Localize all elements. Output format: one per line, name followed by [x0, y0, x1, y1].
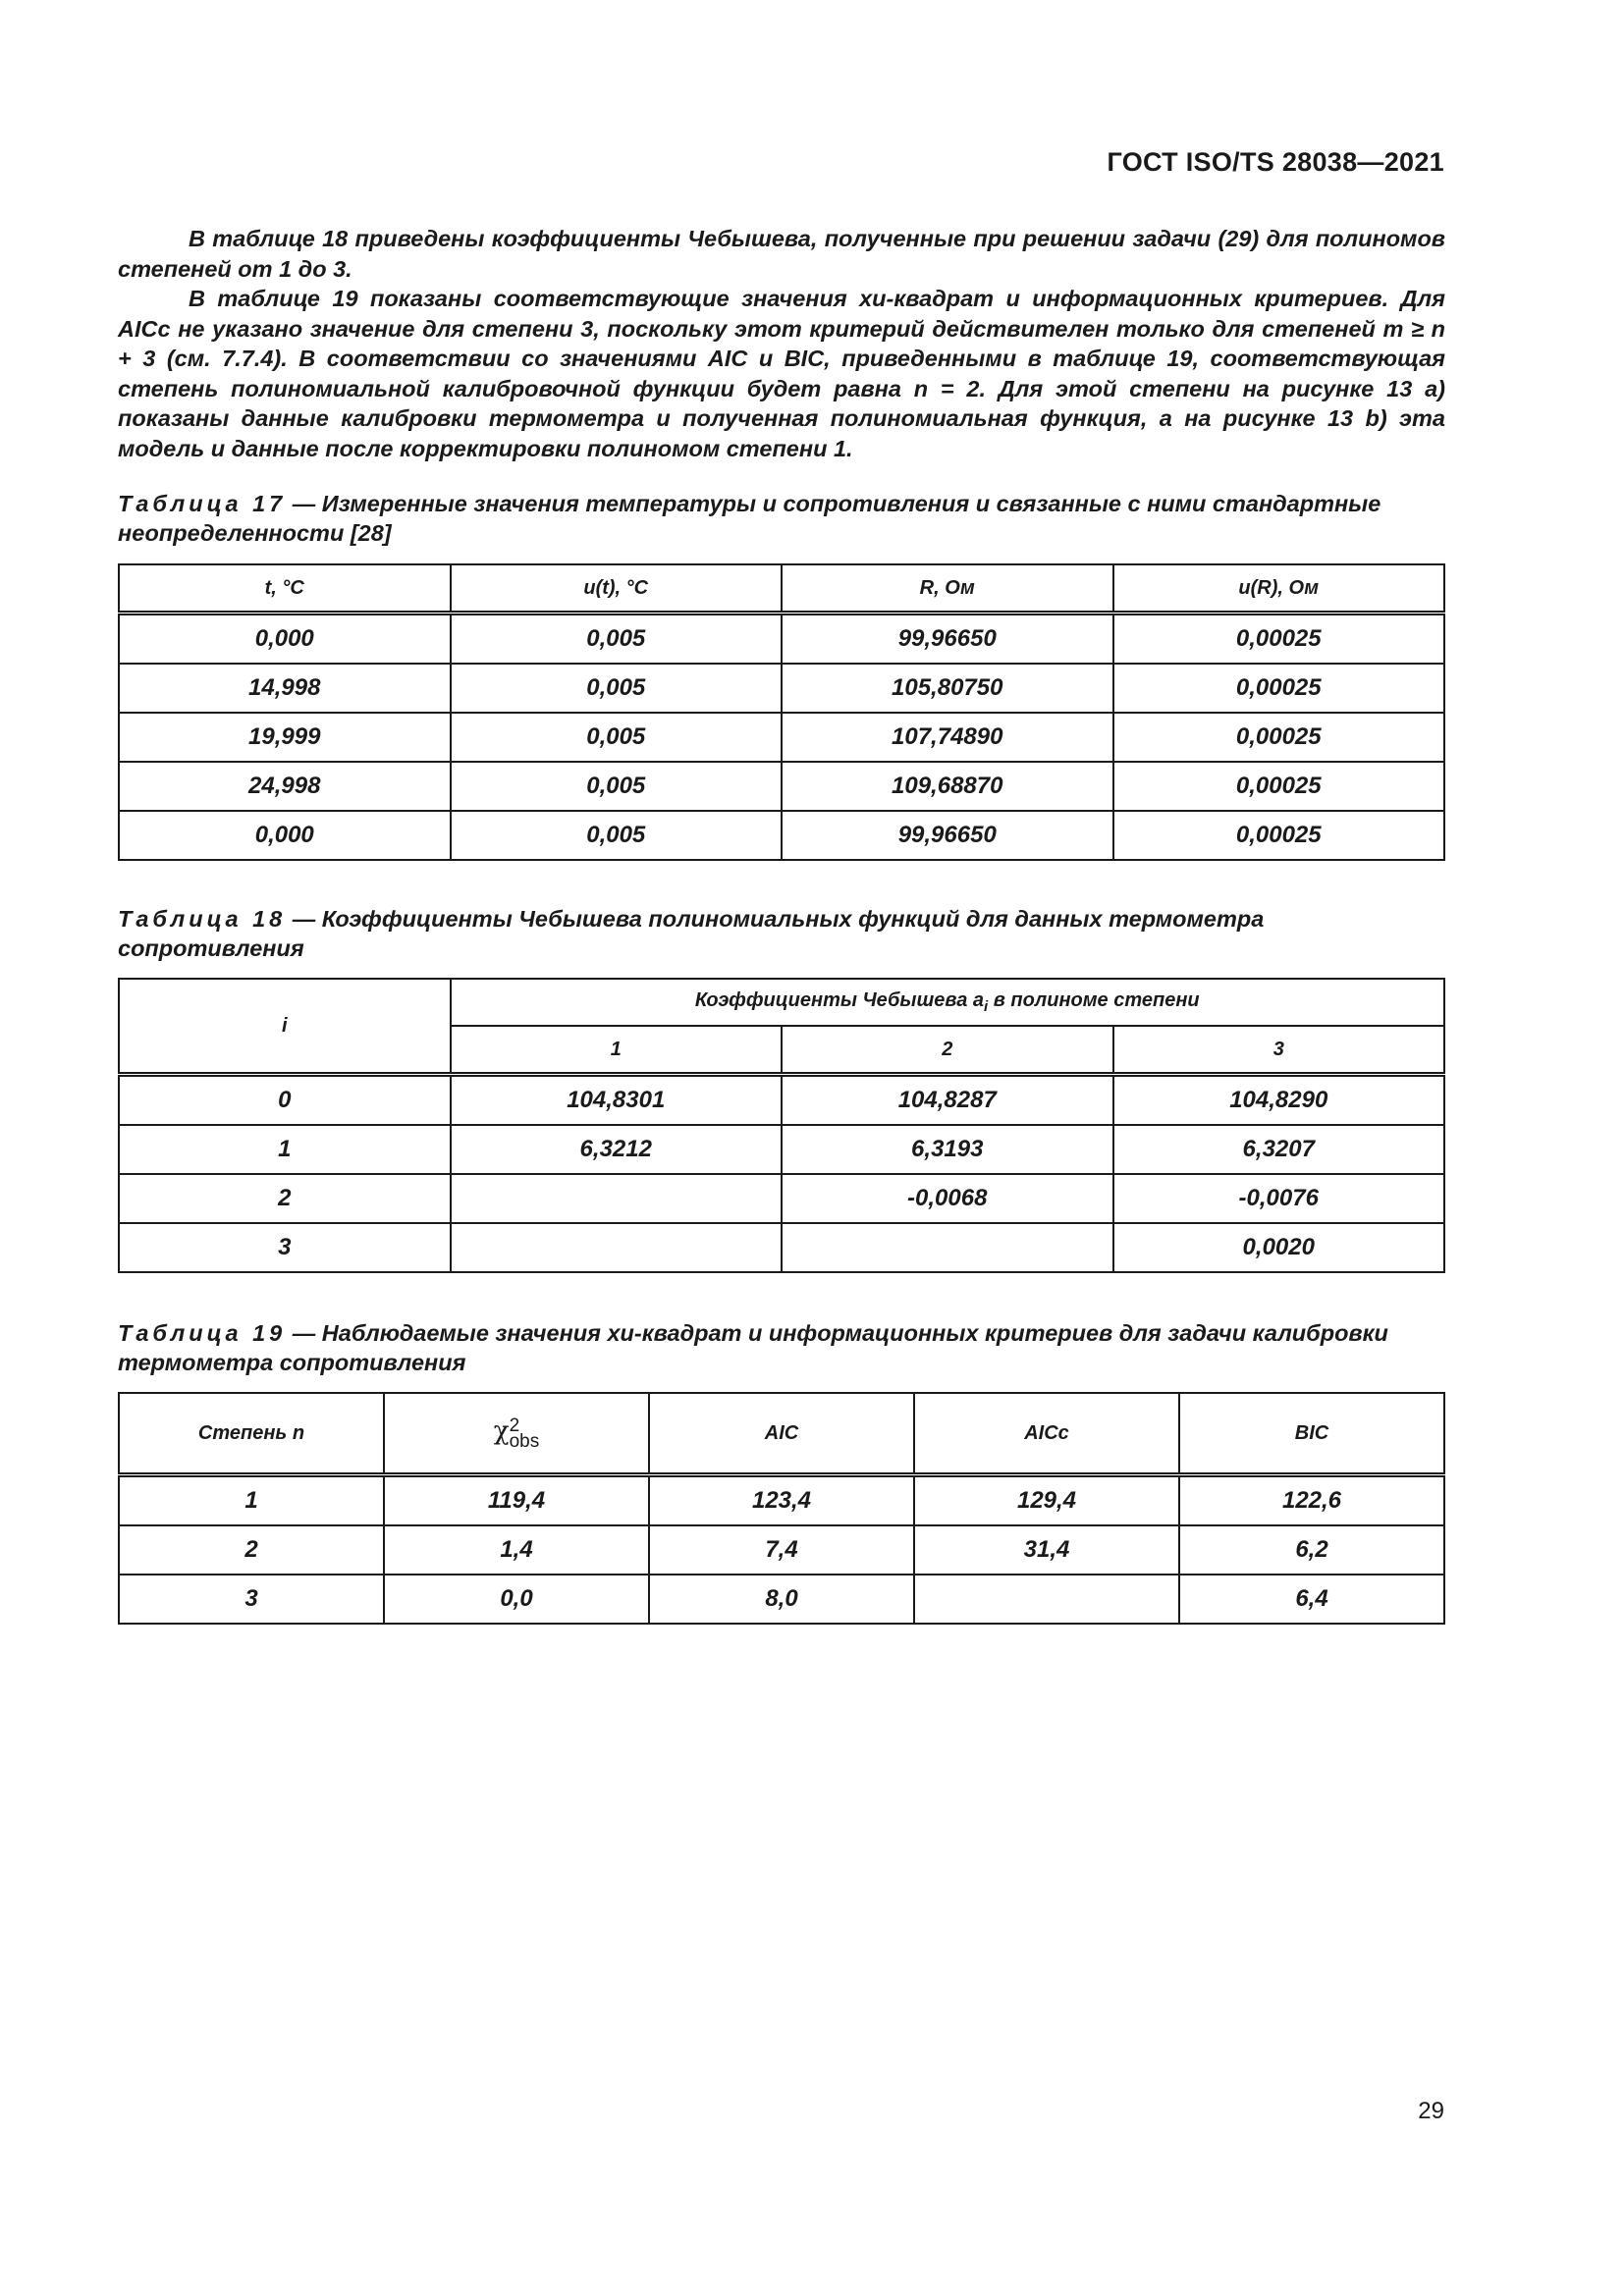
table17-header-row [119, 564, 1444, 614]
table-cell: 2 [119, 1525, 384, 1575]
table-18 [118, 978, 1445, 1273]
table-cell: 0,000 [119, 614, 451, 665]
table17-caption-label: Таблица 17 [118, 491, 287, 516]
table-cell: 7,4 [649, 1525, 914, 1575]
table-cell: 104,8290 [1113, 1075, 1445, 1126]
table18-group-header-prefix: Коэффициенты Чебышева a [694, 989, 984, 1011]
document-id-header: ГОСТ ISO/TS 28038—2021 [1107, 147, 1444, 177]
body-text [118, 224, 1445, 463]
table17-header-t: t, °C [119, 564, 451, 614]
table17-caption [118, 489, 1445, 548]
table-row [119, 1525, 1444, 1575]
table-cell: -0,0068 [782, 1174, 1113, 1223]
table-17 [118, 563, 1445, 861]
table17-header-ut: u(t), °C [451, 564, 783, 614]
paragraph-1: В таблице 18 приведены коэффициенты Чебышева, полученные при решении задачи (29) для полиномов степеней от 1 до 3. [118, 226, 1445, 282]
table19-header-aicc: AICc [914, 1393, 1179, 1475]
table19-header-row [119, 1393, 1444, 1475]
chi-sub: obs [509, 1430, 540, 1452]
table-cell: 1 [119, 1125, 451, 1174]
table-cell [782, 1223, 1113, 1272]
table-cell: 1,4 [384, 1525, 649, 1575]
table-cell: 123,4 [649, 1475, 914, 1526]
table-row [119, 664, 1444, 713]
table-row [119, 1575, 1444, 1624]
table-row [119, 1223, 1444, 1272]
table-row [119, 713, 1444, 762]
table-cell: 19,999 [119, 713, 451, 762]
table18-group-header-suffix: в полиноме степени [988, 989, 1200, 1011]
paragraph-2: В таблице 19 показаны соответствующие значения хи-квадрат и информационных критериев. Для AICc не указано значение для степени 3, поскольку этот критерий действителен только для степеней m ≥ n + 3 (см. 7.7.4). В соответствии со значениями AIC и BIC, приведенными в таблице 19, соответствующая степень полиномиальной калибровочной функции будет равна n = 2. Для этой степени на рисунке 13 a) показаны данные калибровки термометра и полученная полиномиальная функция, а на рисунке 13 b) эта модель и данные после корректировки полиномом степени 1. [118, 286, 1445, 461]
table-cell: 107,74890 [782, 713, 1113, 762]
table-cell: 105,80750 [782, 664, 1113, 713]
table-cell: 0,005 [451, 811, 783, 860]
table17-caption-text: — Измеренные значения температуры и сопротивления и связанные с ними стандартные неопределенности [28] [118, 491, 1381, 546]
table-cell: 1 [119, 1475, 384, 1526]
table19-caption [118, 1318, 1445, 1377]
table-cell: -0,0076 [1113, 1174, 1445, 1223]
table-cell: 122,6 [1179, 1475, 1444, 1526]
table19-caption-label: Таблица 19 [118, 1320, 287, 1346]
table-cell: 0,0020 [1113, 1223, 1445, 1272]
table-row [119, 1475, 1444, 1526]
table-cell: 0,000 [119, 811, 451, 860]
table-cell: 8,0 [649, 1575, 914, 1624]
chi-supsub [509, 1415, 540, 1452]
table-cell: 0,00025 [1113, 664, 1445, 713]
table-cell: 119,4 [384, 1475, 649, 1526]
table-cell [451, 1223, 783, 1272]
table-cell: 0,005 [451, 713, 783, 762]
table-cell: 6,3212 [451, 1125, 783, 1174]
table-row [119, 811, 1444, 860]
table-cell: 14,998 [119, 664, 451, 713]
table17-header-ur: u(R), Ом [1113, 564, 1445, 614]
table-cell: 2 [119, 1174, 451, 1223]
table19-header-chi-square [384, 1393, 649, 1475]
table-cell: 104,8301 [451, 1075, 783, 1126]
table-cell: 0,00025 [1113, 614, 1445, 665]
table19-caption-text: — Наблюдаемые значения хи-квадрат и информационных критериев для задачи калибровки термометра сопротивления [118, 1320, 1388, 1375]
table-cell: 0,005 [451, 664, 783, 713]
table19-header-degree: Степень n [119, 1393, 384, 1475]
table-cell [914, 1575, 1179, 1624]
table-cell: 109,68870 [782, 762, 1113, 811]
table-cell: 3 [119, 1223, 451, 1272]
page-number: 29 [1418, 2098, 1444, 2124]
table-cell: 6,2 [1179, 1525, 1444, 1575]
table17-header-r: R, Ом [782, 564, 1113, 614]
table-cell: 6,3207 [1113, 1125, 1445, 1174]
table-cell: 0 [119, 1075, 451, 1126]
table-cell: 99,96650 [782, 811, 1113, 860]
table18-group-header [451, 979, 1445, 1026]
table18-header-i: i [119, 979, 451, 1075]
table-cell: 3 [119, 1575, 384, 1624]
table-cell: 0,00025 [1113, 811, 1445, 860]
table-cell [451, 1174, 783, 1223]
table-cell: 0,00025 [1113, 762, 1445, 811]
table-cell: 24,998 [119, 762, 451, 811]
table18-degree-3: 3 [1113, 1026, 1445, 1075]
table18-group-header-sub: i [984, 998, 989, 1015]
table18-degree-1: 1 [451, 1026, 783, 1075]
table-row [119, 1075, 1444, 1126]
table-cell: 6,3193 [782, 1125, 1113, 1174]
table-cell: 0,00025 [1113, 713, 1445, 762]
table-row [119, 762, 1444, 811]
table-cell: 104,8287 [782, 1075, 1113, 1126]
table-cell: 129,4 [914, 1475, 1179, 1526]
table-cell: 0,0 [384, 1575, 649, 1624]
table-19 [118, 1392, 1445, 1625]
table18-caption [118, 904, 1445, 963]
table18-caption-text: — Коэффициенты Чебышева полиномиальных функций для данных термометра сопротивления [118, 906, 1265, 961]
chi-sup: 2 [509, 1415, 520, 1436]
table-row [119, 1174, 1444, 1223]
table-cell: 31,4 [914, 1525, 1179, 1575]
table18-header-row-1 [119, 979, 1444, 1026]
table-cell: 0,005 [451, 762, 783, 811]
table-cell: 6,4 [1179, 1575, 1444, 1624]
table-cell: 99,96650 [782, 614, 1113, 665]
chi-symbol: χ [493, 1416, 510, 1447]
table-row [119, 1125, 1444, 1174]
table18-caption-label: Таблица 18 [118, 906, 287, 932]
table-row [119, 614, 1444, 665]
table-cell: 0,005 [451, 614, 783, 665]
table19-header-aic: AIC [649, 1393, 914, 1475]
table18-degree-2: 2 [782, 1026, 1113, 1075]
table19-header-bic: BIC [1179, 1393, 1444, 1475]
